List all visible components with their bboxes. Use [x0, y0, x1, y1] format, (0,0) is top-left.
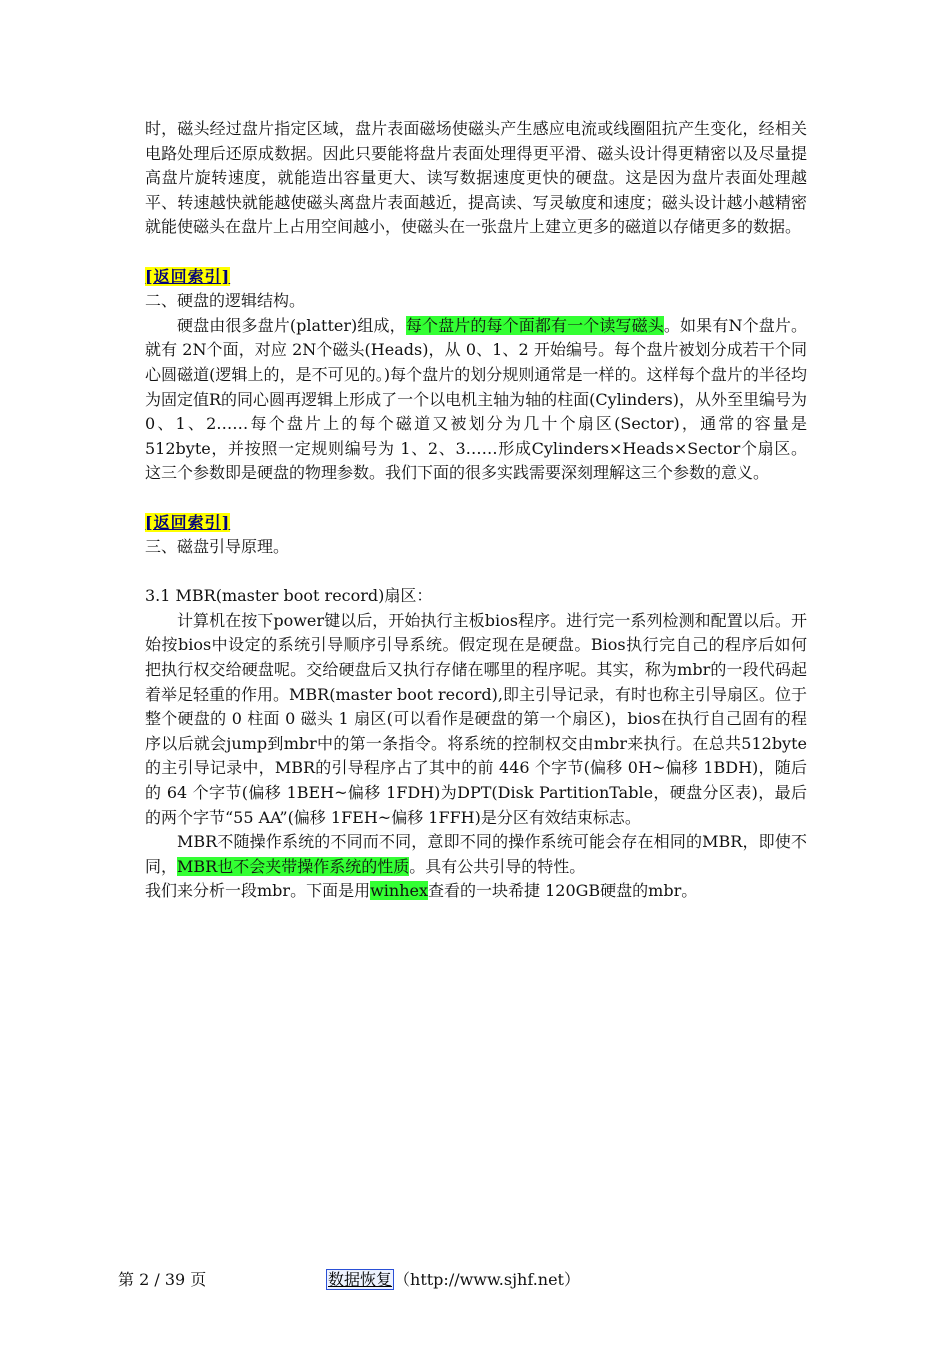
subsection-heading-mbr: 3.1 MBR(master boot record)扇区：: [145, 586, 433, 606]
section-heading-boot-principle: 三、磁盘引导原理。: [145, 537, 290, 557]
text-span: 查看的一块希捷 120GB硬盘的mbr。: [428, 881, 698, 901]
text-span: 。具有公共引导的特性。: [409, 856, 586, 876]
highlighted-text: 每个盘片的每个面都有一个读写磁头: [405, 315, 664, 335]
site-link[interactable]: 数据恢复: [328, 1270, 393, 1289]
back-to-index-link[interactable]: [返回索引]: [145, 512, 231, 532]
paragraph-logical-structure: [145, 314, 807, 486]
highlighted-text: winhex: [370, 881, 428, 901]
page-number: 第 2 / 39 页: [118, 1270, 207, 1289]
section-heading-logical-structure: 二、硬盘的逻辑结构。: [145, 291, 306, 311]
document-body: [145, 117, 807, 904]
text-span: MBR不随操作系统的不同而不同，意即不同的操作系统可能会存在相同的MBR，即使不同，: [145, 832, 807, 876]
index-link-row-2: [145, 511, 807, 536]
text-span: 我们来分析一段mbr。下面是用: [145, 881, 371, 901]
index-link-row-1: [145, 265, 807, 290]
paragraph-disk-head: 时，磁头经过盘片指定区域，盘片表面磁场使磁头产生感应电流或线圈阻抗产生变化，经相关电路处理后还原成数据。因此只要能将盘片表面处理得更平滑、磁头设计得更精密以及尽量提高盘片旋转速度，就能造出容量更大、读写数据速度更快的硬盘。这是因为盘片表面处理越平、转速越快就能越使磁头离盘片表面越近，提高读、写灵敏度和速度；磁头设计越小越精密就能使磁头在盘片上占用空间越小，使磁头在一张盘片上建立更多的磁道以存储更多的数据。: [145, 119, 807, 237]
back-to-index-link[interactable]: [返回索引]: [145, 266, 231, 286]
highlighted-text: MBR也不会夹带操作系统的性质: [177, 856, 410, 876]
text-span: 。如果有N个盘片。就有 2N个面，对应 2N个磁头(Heads)，从 0、1、2 开始编号。每个盘片被划分成若干个同心圆磁道(逻辑上的，是不可见的。)每个盘片的划分规则通常是一样的。这样每个盘片的半径均为固定值R的同心圆再逻辑上形成了一个以电机主轴为轴的柱面(Cylinders)，从外至里编号为 0、1、2……每个盘片上的每个磁道又被划分为几十个扇区(Sector)，通常的容量是 512byte，并按照一定规则编号为 1、2、3……形成Cylinders×Heads×Sector个扇区。这三个参数即是硬盘的物理参数。我们下面的很多实践需要深刻理解这三个参数的意义。: [145, 315, 807, 483]
site-url: （http://www.sjhf.net）: [394, 1270, 580, 1289]
site-credit: [326, 1268, 580, 1292]
text-span: 硬盘由很多盘片(platter)组成，: [177, 315, 406, 335]
paragraph-mbr-property: [145, 830, 807, 879]
paragraph-mbr-intro: 计算机在按下power键以后，开始执行主板bios程序。进行完一系列检测和配置以后。开始按bios中设定的系统引导顺序引导系统。假定现在是硬盘。Bios执行完自己的程序后如何 把执行权交给硬盘呢。交给硬盘后又执行存储在哪里的程序呢。其实，称为mbr的一段代码起着举足轻重的作用。MBR(master boot record),即主引导记录，有时也称主引导扇区。位于整个硬盘的 0 柱面 0 磁头 1 扇区(可以看作是硬盘的第一个扇区)，bios在执行自己固有的程序以后就会jump到mbr中的第一条指令。将系统的控制权交由mbr来执行。在总共512byte的主引导记录中，MBR的引导程序占了其中的前 446 个字节(偏移 0H~偏移 1BDH)，随后的 64 个字节(偏移 1BEH~偏移 1FDH)为DPT(Disk PartitionTable，硬盘分区表)，最后的两个字节“55 AA”(偏移 1FEH~偏移 1FFH)是分区有效结束标志。: [145, 610, 807, 827]
paragraph-mbr-analysis: [145, 879, 807, 904]
